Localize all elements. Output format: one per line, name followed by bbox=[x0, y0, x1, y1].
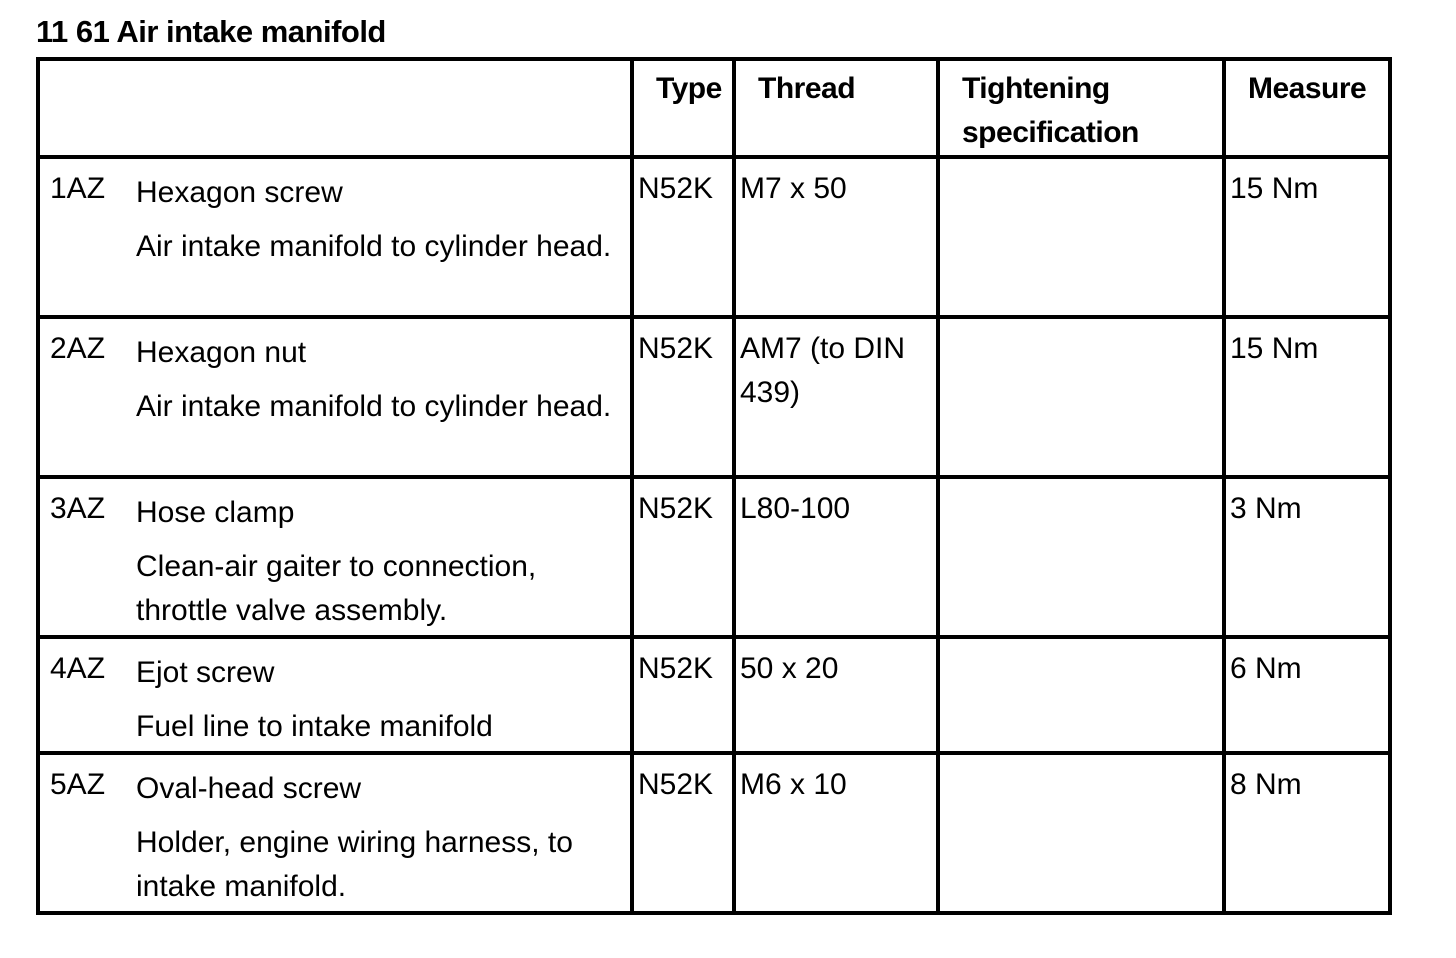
measure-value: 3 Nm bbox=[1230, 492, 1302, 525]
header-thread bbox=[734, 59, 938, 157]
thread-value: AM7 (to DIN 439) bbox=[740, 332, 906, 409]
description-cell bbox=[38, 157, 632, 317]
thread-cell bbox=[734, 317, 938, 477]
type-value: N52K bbox=[638, 768, 714, 801]
table-row bbox=[38, 317, 1390, 477]
item-id: 2AZ bbox=[50, 332, 106, 365]
tightening-value bbox=[940, 639, 1222, 647]
item-detail: Holder, engine wiring harness, to intake manifold. bbox=[136, 826, 573, 903]
thread-cell bbox=[734, 157, 938, 317]
item-detail: Air intake manifold to cylinder head. bbox=[136, 390, 612, 423]
item-name: Ejot screw bbox=[136, 656, 275, 689]
measure-value: 6 Nm bbox=[1230, 652, 1302, 685]
item-id: 5AZ bbox=[50, 768, 106, 801]
tightening-cell bbox=[938, 637, 1224, 753]
type-cell bbox=[632, 157, 734, 317]
type-cell bbox=[632, 753, 734, 913]
type-value: N52K bbox=[638, 172, 714, 205]
tightening-value bbox=[940, 479, 1222, 487]
thread-value: M6 x 10 bbox=[740, 768, 847, 801]
item-detail: Air intake manifold to cylinder head. bbox=[136, 230, 612, 263]
table-row bbox=[38, 637, 1390, 753]
tightening-cell bbox=[938, 157, 1224, 317]
header-type bbox=[632, 59, 734, 157]
type-value: N52K bbox=[638, 652, 714, 685]
header-tightening bbox=[938, 59, 1224, 157]
header-blank bbox=[38, 59, 632, 157]
item-name: Hexagon nut bbox=[136, 336, 307, 369]
description-cell bbox=[38, 753, 632, 913]
item-id: 4AZ bbox=[50, 652, 106, 685]
measure-cell bbox=[1224, 317, 1390, 477]
type-value: N52K bbox=[638, 332, 714, 365]
thread-value: 50 x 20 bbox=[740, 652, 839, 685]
page-title: 11 61 Air intake manifold bbox=[36, 14, 386, 49]
item-detail: Clean-air gaiter to connection, throttle valve assembly. bbox=[136, 550, 537, 627]
type-value: N52K bbox=[638, 492, 714, 525]
table-row bbox=[38, 477, 1390, 637]
item-name: Hose clamp bbox=[136, 496, 295, 529]
tightening-value bbox=[940, 319, 1222, 327]
measure-value: 15 Nm bbox=[1230, 172, 1319, 205]
thread-cell bbox=[734, 477, 938, 637]
header-measure-label: Measure bbox=[1248, 72, 1367, 105]
measure-value: 8 Nm bbox=[1230, 768, 1302, 801]
description-cell bbox=[38, 317, 632, 477]
header-tightening-label: Tightening specification bbox=[962, 72, 1139, 149]
table-row bbox=[38, 753, 1390, 913]
type-cell bbox=[632, 317, 734, 477]
table-header-row bbox=[38, 59, 1390, 157]
description-cell bbox=[38, 477, 632, 637]
item-name: Oval-head screw bbox=[136, 772, 362, 805]
tightening-cell bbox=[938, 753, 1224, 913]
table-row bbox=[38, 157, 1390, 317]
type-cell bbox=[632, 637, 734, 753]
tightening-cell bbox=[938, 317, 1224, 477]
header-measure bbox=[1224, 59, 1390, 157]
item-id: 3AZ bbox=[50, 492, 106, 525]
thread-value: L80-100 bbox=[740, 492, 851, 525]
header-type-label: Type bbox=[656, 72, 722, 105]
thread-cell bbox=[734, 753, 938, 913]
measure-cell bbox=[1224, 637, 1390, 753]
torque-spec-table bbox=[36, 57, 1392, 915]
tightening-value bbox=[940, 159, 1222, 167]
item-id: 1AZ bbox=[50, 172, 106, 205]
tightening-cell bbox=[938, 477, 1224, 637]
header-thread-label: Thread bbox=[758, 72, 856, 105]
measure-value: 15 Nm bbox=[1230, 332, 1319, 365]
type-cell bbox=[632, 477, 734, 637]
tightening-value bbox=[940, 755, 1222, 763]
description-cell bbox=[38, 637, 632, 753]
item-detail: Fuel line to intake manifold bbox=[136, 710, 493, 743]
measure-cell bbox=[1224, 157, 1390, 317]
thread-value: M7 x 50 bbox=[740, 172, 847, 205]
item-name: Hexagon screw bbox=[136, 176, 343, 209]
thread-cell bbox=[734, 637, 938, 753]
measure-cell bbox=[1224, 477, 1390, 637]
measure-cell bbox=[1224, 753, 1390, 913]
